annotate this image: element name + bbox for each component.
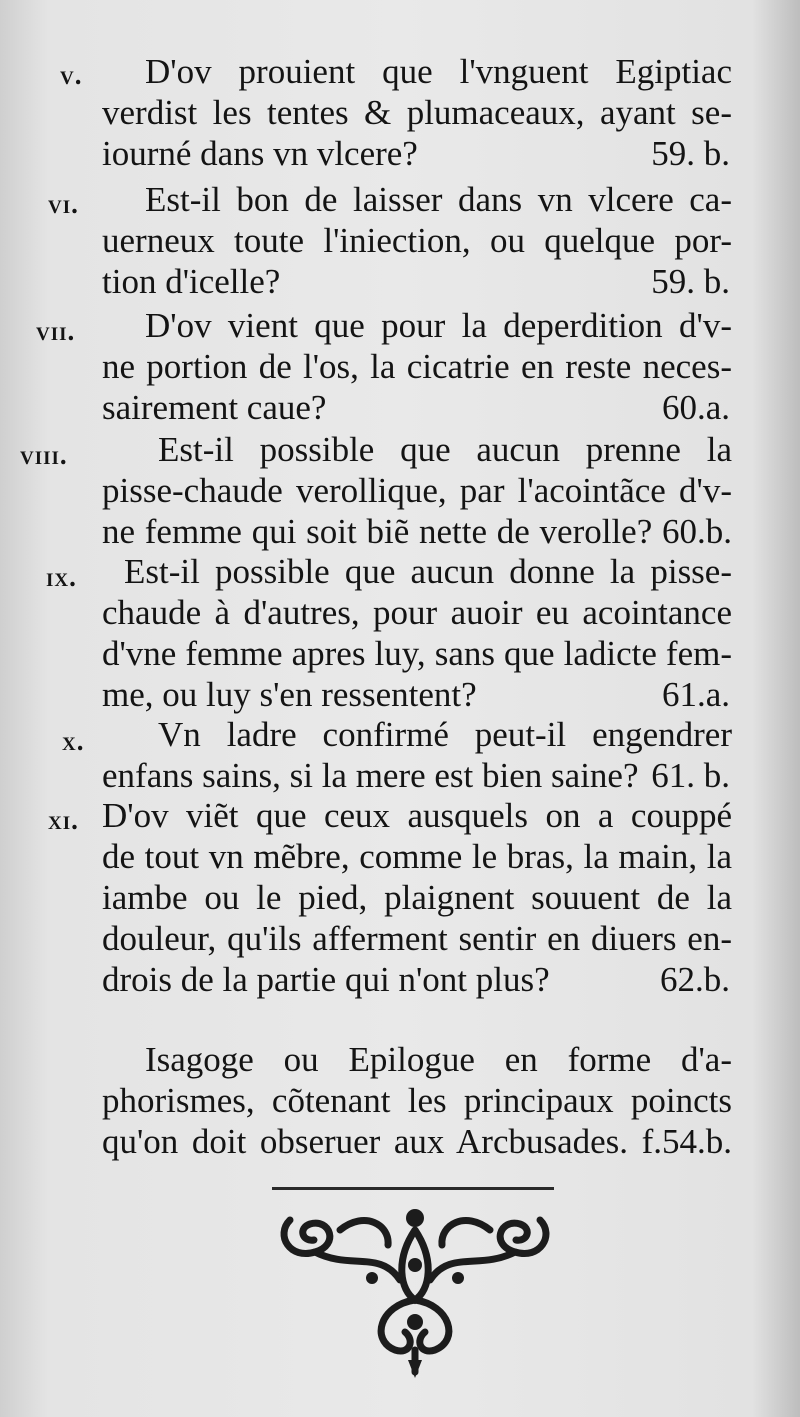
entry-number: x.	[62, 726, 85, 756]
folio-reference: 62.b.	[660, 960, 730, 999]
entry-number: vii.	[36, 316, 76, 346]
folio-reference: 59. b.	[651, 134, 730, 173]
entry-line: ne portion de l'os, la cicatrie en reste neces-	[102, 347, 732, 386]
entry-line: Vn ladre confirmé peut-il engendrer	[158, 715, 732, 754]
entry-line: Est-il bon de laisser dans vn vlcere ca-	[145, 180, 732, 219]
entry-number: ix.	[46, 562, 77, 592]
entry-number: xi.	[48, 805, 79, 835]
isagoge-line: qu'on doit obseruer aux Arcbusades. f.54.b.	[102, 1122, 732, 1161]
folio-reference: 61.a.	[661, 675, 730, 714]
entry-number: viii.	[20, 440, 68, 470]
fleuron-ornament-icon	[270, 1190, 560, 1380]
entry-number: vi.	[48, 189, 79, 219]
folio-reference: 61. b.	[651, 756, 730, 795]
entry-number: v.	[60, 60, 83, 90]
entry-line: d'vne femme apres luy, sans que ladicte fem-	[102, 634, 732, 673]
entry-line: D'ov viẽt que ceux ausquels on a couppé	[102, 796, 732, 835]
entry-line: Est-il possible que aucun prenne la	[158, 430, 732, 469]
entry-line: iourné dans vn vlcere?	[102, 134, 418, 173]
entry-line: chaude à d'autres, pour auoir eu acointance	[102, 593, 732, 632]
entry-line: Est-il possible que aucun donne la pisse-	[124, 552, 732, 591]
entry-line: D'ov prouient que l'vnguent Egiptiac	[145, 52, 732, 91]
entry-line: ne femme qui soit biẽ nette de verolle? 60.b.	[102, 512, 732, 551]
entry-line: D'ov vient que pour la deperdition d'v-	[145, 306, 732, 345]
folio-reference: 60.a.	[661, 388, 730, 427]
entry-line: me, ou luy s'en ressentent?	[102, 675, 477, 714]
entry-line: douleur, qu'ils afferment sentir en diuers en-	[102, 919, 732, 958]
entry-line: verdist les tentes & plumaceaux, ayant se-	[102, 93, 732, 132]
entry-line: enfans sains, si la mere est bien saine?	[102, 756, 639, 795]
isagoge-line: phorismes, cõtenant les principaux poincts	[102, 1081, 732, 1120]
folio-reference: 59. b.	[651, 262, 730, 301]
entry-line: tion d'icelle?	[102, 262, 281, 301]
entry-line: iambe ou le pied, plaignent souuent de la	[102, 878, 732, 917]
entry-line: uerneux toute l'iniection, ou quelque por-	[102, 221, 732, 260]
entry-line: de tout vn mẽbre, comme le bras, la main, la	[102, 837, 732, 876]
entry-line: sairement caue?	[102, 388, 327, 427]
isagoge-line: Isagoge ou Epilogue en forme d'a-	[145, 1040, 732, 1079]
entry-line: pisse-chaude verollique, par l'acointãce d'v-	[102, 471, 732, 510]
entry-line: drois de la partie qui n'ont plus?	[102, 960, 550, 999]
